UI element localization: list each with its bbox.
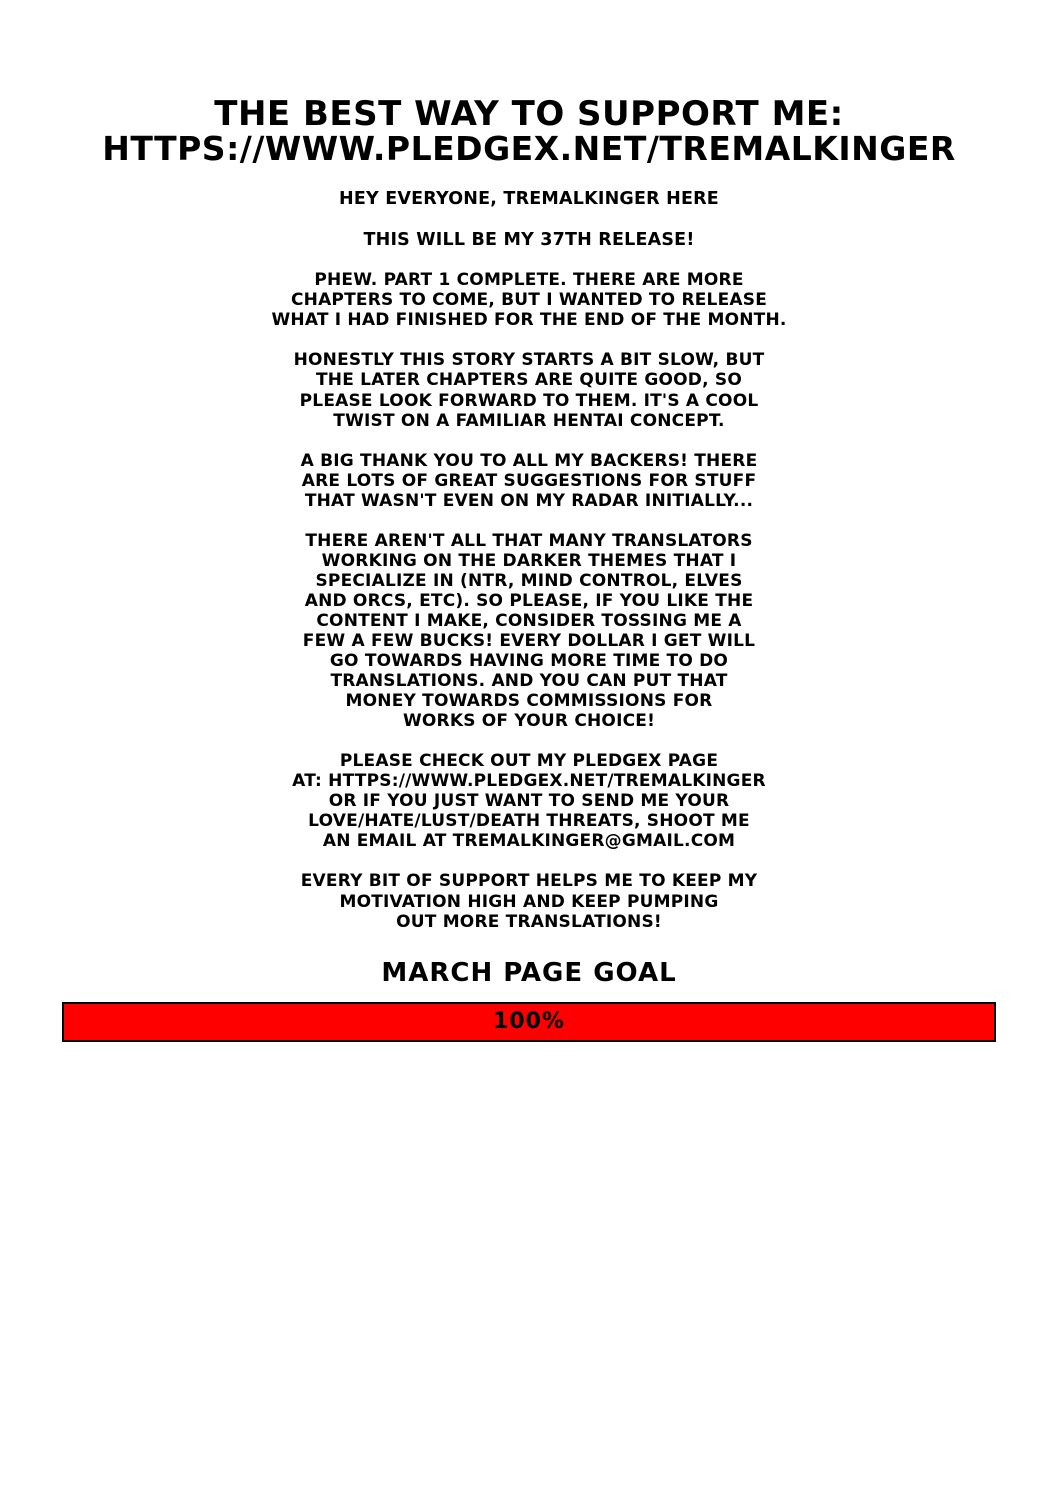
- text-line: TWIST ON A FAMILIAR HENTAI CONCEPT.: [333, 410, 725, 431]
- goal-progress-label: 100%: [493, 1009, 565, 1035]
- paragraph-part-one-complete: [219, 270, 839, 330]
- text-line: LOVE/HATE/LUST/DEATH THREATS, SHOOT ME: [308, 811, 750, 832]
- paragraph-thank-you-backers: [219, 451, 839, 511]
- text-line: HEY EVERYONE, TREMALKINGER HERE: [339, 189, 719, 209]
- text-line: SPECIALIZE IN (NTR, MIND CONTROL, ELVES: [315, 570, 743, 591]
- text-line: MONEY TOWARDS COMMISSIONS FOR: [345, 691, 713, 712]
- goal-progress-bar: [62, 1002, 996, 1042]
- text-line: GO TOWARDS HAVING MORE TIME TO DO: [329, 651, 729, 672]
- text-line: THAT WASN'T EVEN ON MY RADAR INITIALLY...: [304, 490, 754, 511]
- text-line: THERE AREN'T ALL THAT MANY TRANSLATORS: [305, 530, 753, 551]
- text-line: THE LATER CHAPTERS ARE QUITE GOOD, SO: [316, 370, 742, 391]
- paragraph-translator-pitch: [219, 531, 839, 731]
- page-title: [0, 0, 1058, 167]
- title-line-1: THE BEST WAY TO SUPPORT ME:: [214, 94, 844, 134]
- text-line: WORKS OF YOUR CHOICE!: [402, 711, 656, 732]
- text-line: CONTENT I MAKE, CONSIDER TOSSING ME A: [316, 610, 742, 631]
- paragraph-closing: [219, 871, 839, 931]
- text-line: CHAPTERS TO COME, BUT I WANTED TO RELEASE: [290, 290, 768, 311]
- text-line: PHEW. PART 1 COMPLETE. THERE ARE MORE: [314, 270, 744, 291]
- text-line: EVERY BIT OF SUPPORT HELPS ME TO KEEP MY: [300, 871, 758, 892]
- text-line: WORKING ON THE DARKER THEMES THAT I: [321, 550, 737, 571]
- text-line: PLEASE LOOK FORWARD TO THEM. IT'S A COOL: [299, 390, 759, 411]
- text-line: WHAT I HAD FINISHED FOR THE END OF THE MONTH.: [271, 310, 787, 331]
- paragraph-contact-info: [219, 751, 839, 851]
- body-text: [0, 189, 1058, 932]
- text-line: AT: HTTPS://WWW.PLEDGEX.NET/TREMALKINGER: [292, 771, 766, 792]
- text-line: TRANSLATIONS. AND YOU CAN PUT THAT: [330, 671, 728, 692]
- text-line: FEW A FEW BUCKS! EVERY DOLLAR I GET WILL: [302, 630, 756, 651]
- paragraph-greeting: [219, 189, 839, 210]
- title-line-2: HTTPS://WWW.PLEDGEX.NET/TREMALKINGER: [102, 129, 956, 169]
- paragraph-story-pacing: [219, 350, 839, 430]
- goal-heading: MARCH PAGE GOAL: [381, 957, 677, 988]
- text-line: HONESTLY THIS STORY STARTS A BIT SLOW, BUT: [293, 350, 765, 371]
- text-line: PLEASE CHECK OUT MY PLEDGEX PAGE: [339, 751, 719, 772]
- text-line: THIS WILL BE MY 37TH RELEASE!: [363, 229, 695, 250]
- text-line: OUT MORE TRANSLATIONS!: [396, 911, 662, 932]
- text-line: ARE LOTS OF GREAT SUGGESTIONS FOR STUFF: [301, 470, 757, 491]
- text-line: MOTIVATION HIGH AND KEEP PUMPING: [339, 891, 719, 912]
- text-line: OR IF YOU JUST WANT TO SEND ME YOUR: [328, 791, 730, 812]
- text-line: AND ORCS, ETC). SO PLEASE, IF YOU LIKE THE: [304, 590, 754, 611]
- text-line: A BIG THANK YOU TO ALL MY BACKERS! THERE: [300, 450, 758, 471]
- text-line: AN EMAIL AT TREMALKINGER@GMAIL.COM: [322, 831, 736, 852]
- paragraph-release-count: [219, 230, 839, 251]
